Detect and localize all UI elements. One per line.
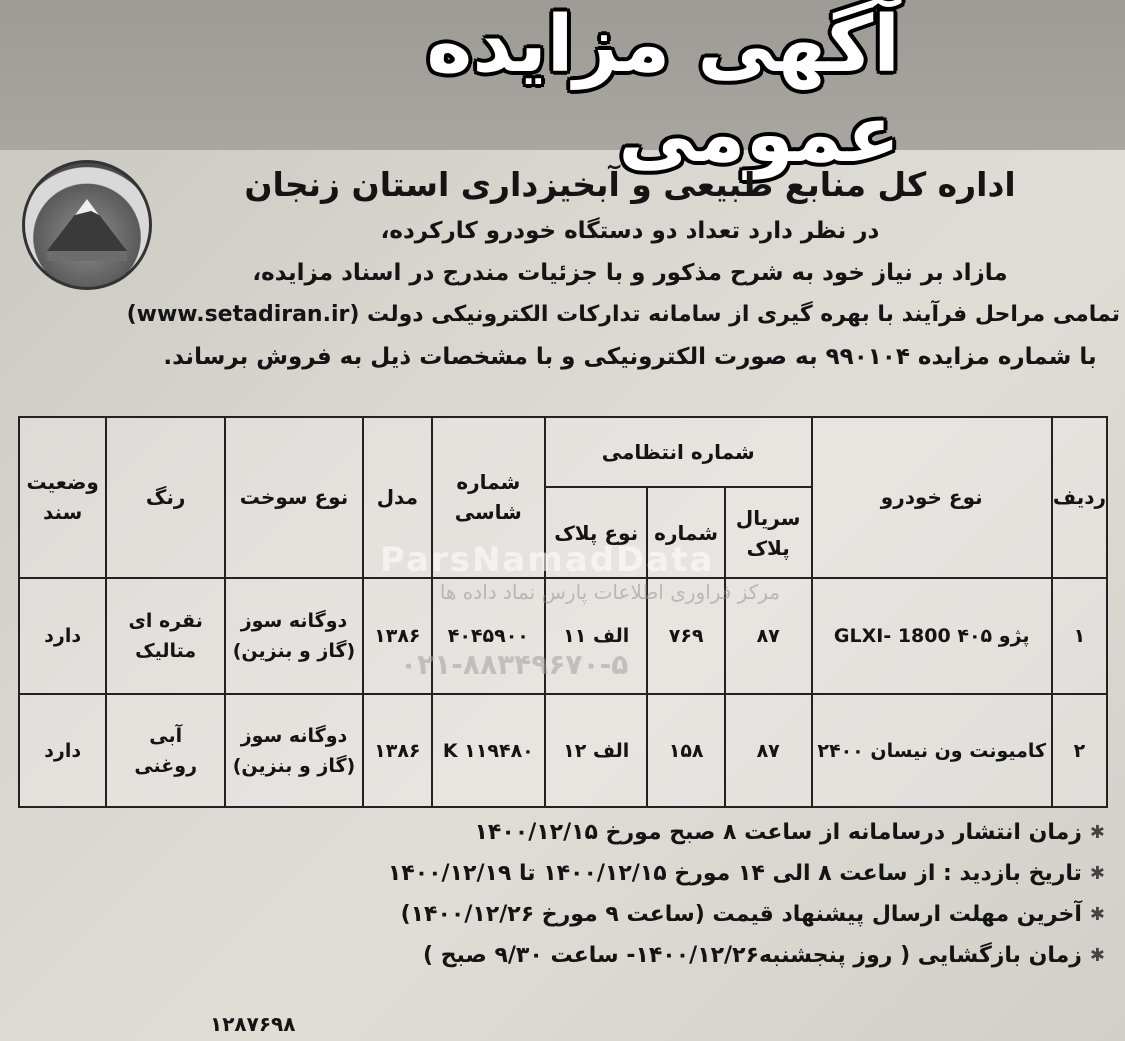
color-line-1: آبی [149,724,183,747]
ad-reference-number: ۱۲۸۷۶۹۸ [210,1012,296,1036]
cell-color [106,694,225,807]
fuel-line-2: (گاز و بنزین) [232,640,356,663]
table-row [19,694,1107,807]
header-chassis: شماره شاسی [432,417,545,578]
cell-fuel [225,694,363,807]
watermark-brand: ParsNamadData [380,540,715,580]
mountain-icon [25,163,149,287]
cell-row: ۲ [1052,694,1107,807]
fuel-line-1: دوگانه سوز [240,610,348,633]
note-text: آخرین مهلت ارسال پیشنهاد قیمت (ساعت ۹ مورخ ۱۴۰۰/۱۲/۲۶) [400,902,1082,927]
cell-number: ۷۶۹ [647,578,724,695]
vehicles-table [18,416,1108,808]
cell-plate-type: الف ۱۱ [545,578,648,695]
header-vehicle: نوع خودرو [812,417,1052,578]
header-fuel: نوع سوخت [225,417,363,578]
header-color: رنگ [106,417,225,578]
cell-vehicle: پژو ۴۰۵ GLXI- 1800 [812,578,1052,695]
cell-model: ۱۳۸۶ [363,578,432,695]
intro-block [126,160,1120,378]
note-text: زمان انتشار درسامانه از ساعت ۸ صبح مورخ ۱۴۰۰/۱۲/۱۵ [474,820,1082,845]
note-opening-time [15,935,1105,976]
header-number: شماره [647,487,724,577]
cell-color [106,578,225,695]
note-text: تاریخ بازدید : از ساعت ۸ الی ۱۴ مورخ ۱۴۰۰/۱۲/۱۵ تا ۱۴۰۰/۱۲/۱۹ [387,861,1082,886]
fuel-line-1: دوگانه سوز [240,724,348,747]
cell-number: ۱۵۸ [647,694,724,807]
color-line-2: متالیک [135,640,197,663]
cell-chassis: K ۱۱۹۴۸۰ [432,694,545,807]
cell-plate-serial: ۸۷ [725,578,812,695]
organization-logo [22,160,152,290]
cell-model: ۱۳۸۶ [363,694,432,807]
header-plate-serial: سریال پلاک [725,487,812,577]
note-publish-time [15,812,1105,853]
note-deadline [15,894,1105,935]
cell-plate-type: الف ۱۲ [545,694,648,807]
intro-line-2: مازاد بر نیاز خود به شرح مذکور و با جزئیات مندرج در اسناد مزایده، [252,260,1008,286]
page-title: آگهی مزایده عمومی [426,0,900,180]
cell-fuel [225,578,363,695]
cell-plate-serial: ۸۷ [725,694,812,807]
organization-name: اداره کل منابع طبیعی و آبخیزداری استان زنجان [244,165,1016,204]
watermark-subtitle: مرکز فراوری اطلاعات پارس نماد داده ها [439,580,780,604]
header-doc-status: وضعیت سند [19,417,106,578]
note-visit-date [15,853,1105,894]
watermark-phone: ۰۲۱-۸۸۳۴۹۶۷۰-۵ [400,648,629,681]
intro-line-3: تمامی مراحل فرآیند با بهره گیری از سامانه تدارکات الکترونیکی دولت (www.setadiran.ir) [126,302,1120,327]
bullet-star-icon: ✱ [1089,822,1105,843]
header-plate-type: نوع پلاک [545,487,648,577]
cell-doc-status: دارد [19,578,106,695]
intro-line-1: در نظر دارد تعداد دو دستگاه خودرو کارکرده، [380,218,880,244]
intro-line-4: با شماره مزایده ۹۹۰۱۰۴ به صورت الکترونیکی و با مشخصات ذیل به فروش برساند. [163,344,1097,370]
cell-doc-status: دارد [19,694,106,807]
bullet-star-icon: ✱ [1089,945,1105,966]
cell-row: ۱ [1052,578,1107,695]
header-model: مدل [363,417,432,578]
bullet-star-icon: ✱ [1089,904,1105,925]
color-line-1: نقره ای [128,610,203,633]
cell-vehicle: کامیونت ون نیسان ۲۴۰۰ [812,694,1052,807]
cell-chassis: ۴۰۴۵۹۰۰ [432,578,545,695]
schedule-notes [15,812,1105,976]
note-text: زمان بازگشایی ( روز پنجشنبه۱۴۰۰/۱۲/۲۶- ساعت ۹/۳۰ صبح ) [422,943,1082,968]
header-registration: شماره انتظامی [545,417,812,487]
header-row-number: ردیف [1052,417,1107,578]
color-line-2: روغنی [134,754,198,777]
fuel-line-2: (گاز و بنزین) [232,754,356,777]
bullet-star-icon: ✱ [1089,863,1105,884]
